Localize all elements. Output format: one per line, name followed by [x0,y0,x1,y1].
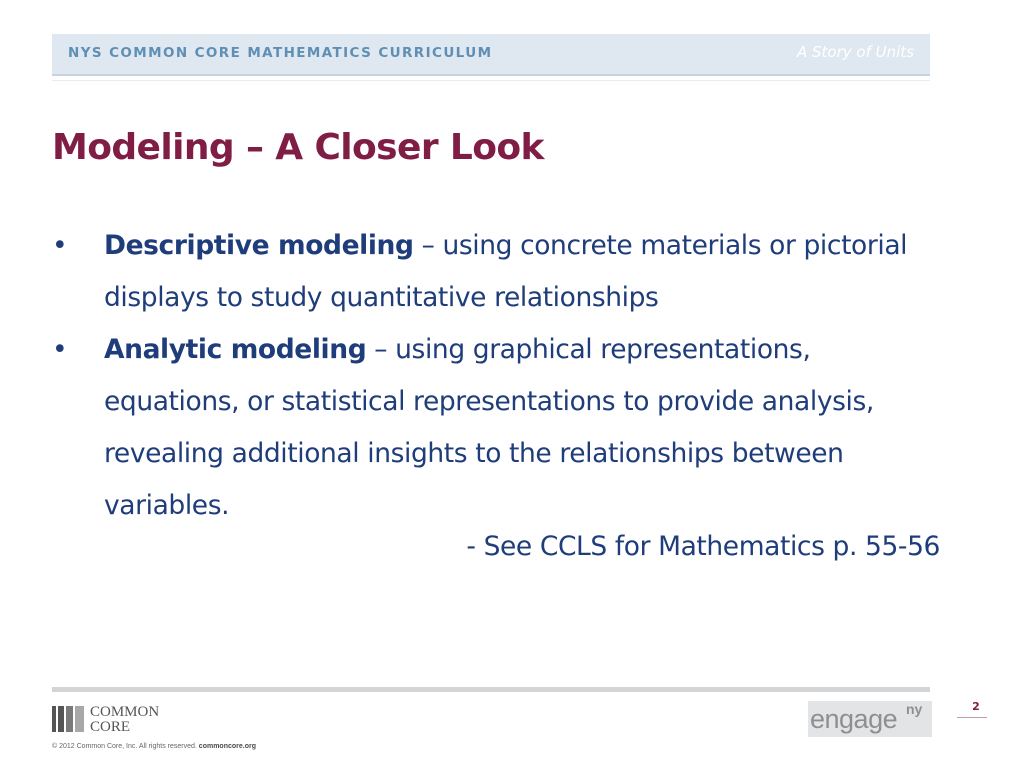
bullet-description: – using concrete materials or pictorial displays to study quantitative relationships [104,230,908,313]
bullet-marker: • [52,334,68,365]
slide-title: Modeling – A Closer Look [52,127,544,168]
common-core-logo [52,704,182,738]
citation: - See CCLS for Mathematics p. 55-56 [466,531,940,562]
bullet-body [104,220,952,324]
curriculum-title: NYS COMMON CORE MATHEMATICS CURRICULUM [68,45,493,61]
bullet-marker: • [52,230,68,261]
page-number: 2 [972,700,980,713]
engage-superscript: ny [906,701,923,717]
copyright-text: © 2012 Common Core, Inc. All rights reserved. [52,743,197,750]
copyright-notice [52,743,256,750]
bullet-body [104,324,952,532]
common-core-bars-icon [52,706,84,732]
bullet-description: – using graphical representations, equations, or statistical representations to provide analysis, revealing additional insights to the relationships between variables. [104,334,874,521]
engage-ny-logo [808,701,932,737]
header-divider [52,80,930,81]
header-band [52,34,930,76]
story-subtitle: A Story of Units [797,43,914,61]
common-core-line2: CORE [90,719,131,735]
common-core-wordmark [90,705,159,735]
bullet-term: Descriptive modeling [104,230,414,261]
bullet-term: Analytic modeling [104,334,367,365]
bullet-descriptive-modeling [52,220,952,324]
common-core-line1: COMMON [90,704,160,720]
page-number-underline [957,717,987,718]
engage-word: engage [810,704,898,734]
site-link[interactable]: commoncore.org [198,743,256,750]
footer-divider [52,687,930,692]
bullet-analytic-modeling [52,324,952,532]
